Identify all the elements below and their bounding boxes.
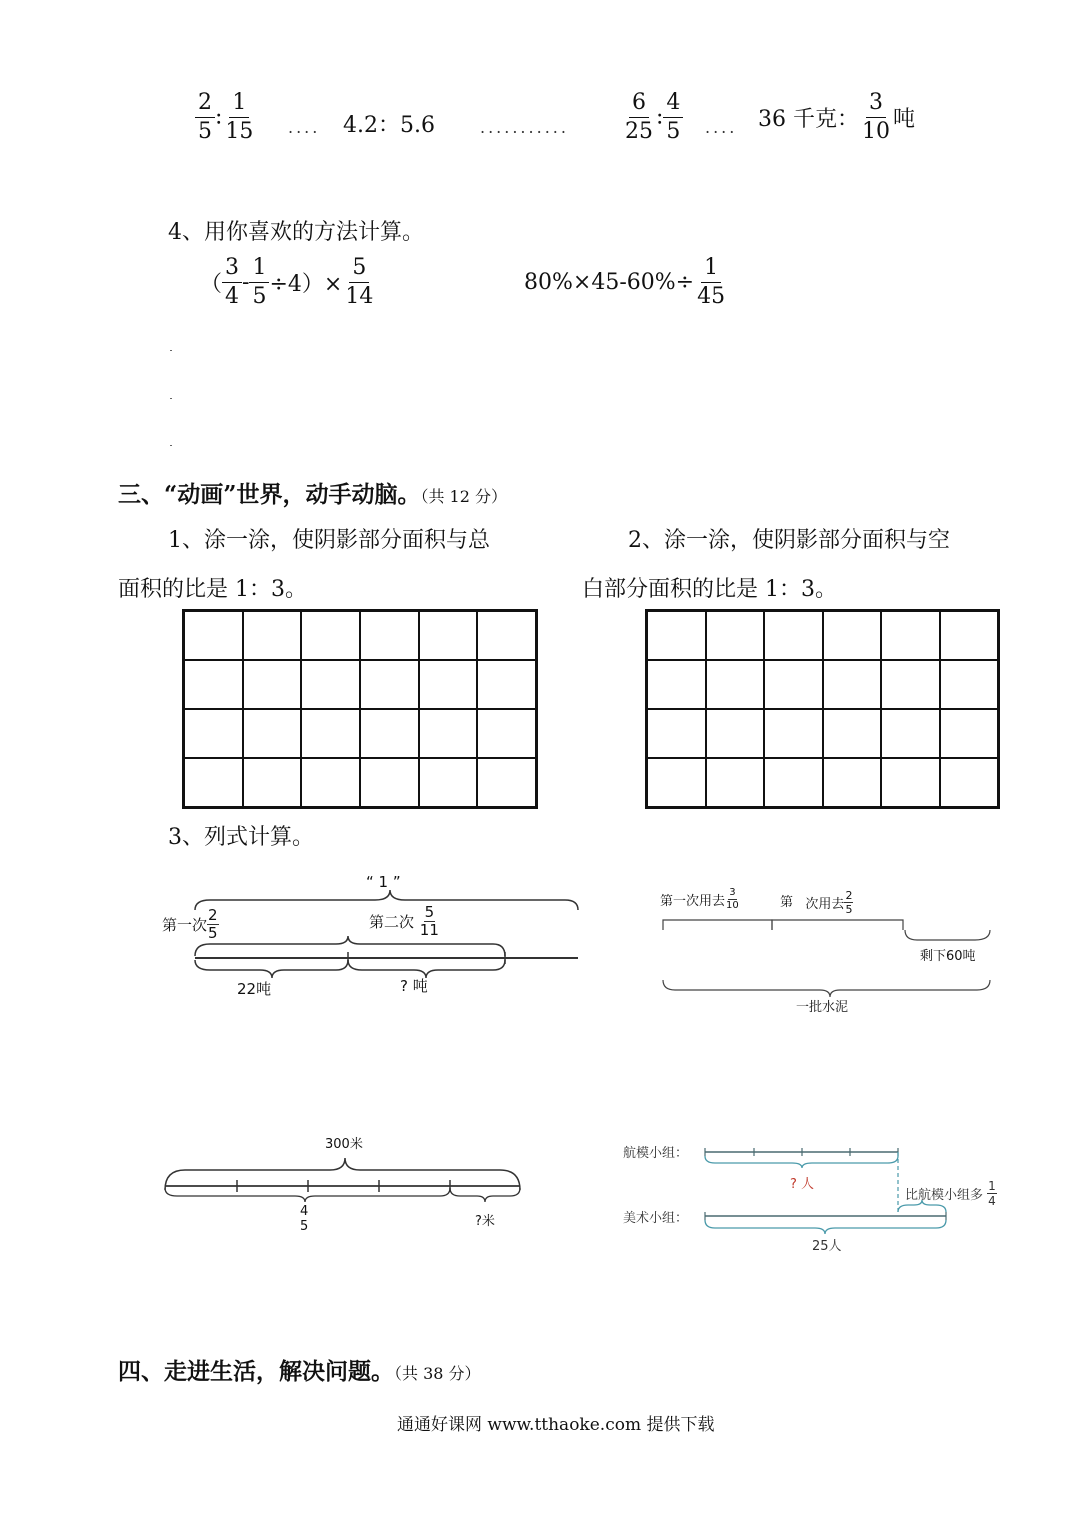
grid-cell[interactable] (823, 611, 882, 660)
grid-cell[interactable] (823, 709, 882, 758)
grid-cell[interactable] (301, 611, 360, 660)
q4-expression-1: （ $\frac{3}{4}$ - $\frac{1}{5}$ ÷4）× $\frac{5}{14}$ (200, 257, 376, 308)
diagram-1-first-label: 第一次 $\frac{2}{5}$ (162, 906, 218, 942)
grid-cell[interactable] (706, 709, 765, 758)
grid-cell[interactable] (764, 709, 823, 758)
grid-cell[interactable] (184, 709, 243, 758)
grid-cell[interactable] (184, 758, 243, 807)
grid-cell[interactable] (881, 611, 940, 660)
grid-cell[interactable] (647, 611, 706, 660)
grid-cell[interactable] (881, 709, 940, 758)
diagram-4-row1-question: ? 人 (790, 1177, 815, 1192)
ratio-3: $\frac{6}{25}$ : $\frac{4}{5}$ (622, 92, 683, 143)
speck (170, 445, 172, 446)
section-4-title: 四、走进生活，解决问题。（共 38 分） (118, 1358, 481, 1385)
grid-cell[interactable] (940, 758, 999, 807)
grid-cell[interactable] (477, 611, 536, 660)
diagram-3-fraction: 4 5 (300, 1204, 309, 1234)
grid-cell[interactable] (243, 709, 302, 758)
grid-cell[interactable] (184, 611, 243, 660)
grid-cell[interactable] (360, 758, 419, 807)
grid-cell[interactable] (301, 758, 360, 807)
diagram-4-more-label: 比航模小组多 $\frac{1}{4}$ (905, 1179, 996, 1208)
grid-cell[interactable] (940, 611, 999, 660)
grid-cell[interactable] (419, 660, 478, 709)
q4-title: 4、用你喜欢的方法计算。 (168, 220, 424, 245)
grid-cell[interactable] (419, 709, 478, 758)
q3-title: 3、列式计算。 (168, 825, 314, 850)
diagram-4-row1-label: 航模小组： (623, 1146, 689, 1161)
diagram-1-top-label: “ 1 ” (366, 873, 401, 891)
fraction: $\frac{1}{15}$ (225, 90, 254, 144)
shading-grid-1[interactable] (182, 609, 538, 809)
grid-cell[interactable] (706, 611, 765, 660)
grid-cell[interactable] (881, 660, 940, 709)
speck (170, 398, 172, 399)
grid-cell[interactable] (823, 758, 882, 807)
grid-cell[interactable] (419, 611, 478, 660)
fraction: $\frac{3}{4}$ (222, 257, 242, 308)
grid-cell[interactable] (647, 709, 706, 758)
grid-cell[interactable] (706, 758, 765, 807)
diagram-4-row2-label: 美术小组： (623, 1211, 689, 1226)
shading-grid-2[interactable] (645, 609, 1000, 809)
grid-cell[interactable] (360, 660, 419, 709)
fraction: $\frac{3}{10}$ (862, 90, 890, 144)
fraction: $\frac{6}{25}$ (625, 90, 653, 144)
grid-cell[interactable] (940, 660, 999, 709)
diagram-3-top-label: 300米 (325, 1137, 363, 1152)
diagram-2-first-label: 第一次用去 $\frac{3}{10}$ (660, 887, 739, 911)
diagram-1-left-bottom: 22吨 (237, 980, 272, 998)
fraction: $\frac{2}{5}$ (195, 92, 215, 143)
diagram-2-remain: 剩下60吨 (920, 949, 976, 964)
grid-cell[interactable] (764, 660, 823, 709)
page-footer: 通通好课网 www.tthaoke.com 提供下载 (397, 1415, 715, 1435)
grid-cell[interactable] (647, 660, 706, 709)
diagram-2-total: 一批水泥 (796, 1000, 849, 1015)
diagram-2-second-label: 第 次用去 $\frac{2}{5}$ (780, 889, 853, 916)
diagram-1-right-bottom: ? 吨 (400, 977, 428, 995)
q2-text-line1: 2、涂一涂，使阴影部分面积与空 (628, 528, 950, 553)
ratio-1: $\frac{2}{5}$ : $\frac{1}{15}$ (195, 92, 256, 143)
grid-cell[interactable] (764, 758, 823, 807)
grid-cell[interactable] (184, 660, 243, 709)
section-3-title: 三、“动画”世界，动手动脑。（共 12 分） (118, 481, 508, 508)
grid-cell[interactable] (419, 758, 478, 807)
grid-cell[interactable] (301, 709, 360, 758)
grid-cell[interactable] (881, 758, 940, 807)
grid-cell[interactable] (243, 758, 302, 807)
fraction: $\frac{1}{5}$ (249, 257, 269, 308)
fraction: $\frac{5}{14}$ (345, 255, 374, 309)
ratio-4: 36 千克： $\frac{3}{10}$ 吨 (758, 90, 916, 144)
fraction: $\frac{4}{5}$ (663, 92, 683, 143)
fraction: $\frac{1}{45}$ (697, 255, 726, 309)
diagram-1-second-label: 第二次 $\frac{5}{11}$ (369, 903, 439, 939)
grid-cell[interactable] (706, 660, 765, 709)
grid-cell[interactable] (243, 660, 302, 709)
q1-text-line2: 面积的比是 1：3。 (118, 577, 307, 602)
grid-cell[interactable] (477, 709, 536, 758)
q4-expression-2: 80%×45-60%÷ $\frac{1}{45}$ (524, 257, 728, 308)
grid-cell[interactable] (823, 660, 882, 709)
grid-cell[interactable] (647, 758, 706, 807)
grid-cell[interactable] (243, 611, 302, 660)
dot-leader: .... (288, 118, 321, 137)
grid-cell[interactable] (764, 611, 823, 660)
grid-cell[interactable] (360, 611, 419, 660)
diagram-4-row2-total: 25人 (812, 1239, 842, 1254)
q1-text-line1: 1、涂一涂，使阴影部分面积与总 (168, 528, 490, 553)
grid-cell[interactable] (477, 758, 536, 807)
dot-leader: .... (705, 118, 738, 137)
grid-cell[interactable] (301, 660, 360, 709)
grid-cell[interactable] (477, 660, 536, 709)
diagram-3-right-label: ?米 (475, 1214, 495, 1229)
grid-cell[interactable] (940, 709, 999, 758)
ratio-2: 4.2：5.6 (343, 113, 435, 138)
q2-text-line2: 白部分面积的比是 1：3。 (582, 577, 837, 602)
speck (170, 350, 172, 351)
dot-leader: ........... (480, 118, 569, 137)
grid-cell[interactable] (360, 709, 419, 758)
